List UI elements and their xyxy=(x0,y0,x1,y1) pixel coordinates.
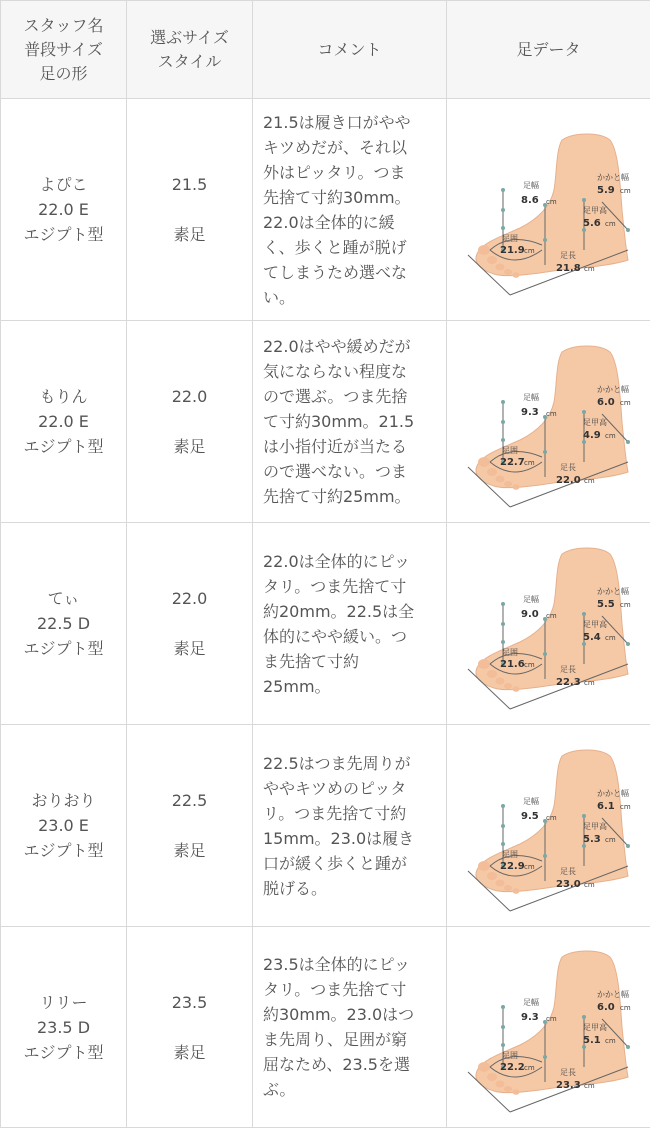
toe-icon xyxy=(487,872,497,880)
header-foot-data: 足データ xyxy=(447,1,650,99)
length-unit: cm xyxy=(584,881,595,889)
toe-icon xyxy=(487,468,497,476)
foot-diagram xyxy=(450,927,648,1127)
girth-value: 21.6 xyxy=(500,659,525,670)
foot-width-label: 足幅 xyxy=(523,796,539,806)
length-value: 21.8 xyxy=(556,263,581,274)
style: 素足 xyxy=(127,636,252,661)
foot-width-value: 9.3 xyxy=(521,1012,539,1023)
size-cell xyxy=(127,927,253,1128)
comment-cell xyxy=(253,99,447,321)
comment-cell xyxy=(253,321,447,523)
length-unit: cm xyxy=(584,265,595,273)
length-value: 23.3 xyxy=(556,1080,581,1091)
girth-value: 22.9 xyxy=(500,861,525,872)
style: 素足 xyxy=(127,434,252,459)
comment-text: 22.5はつま先周りが ややキツめのピッタ リ。つま先捨て寸約 15mm。23.0は履き 口が緩く歩くと踵が 脱げる。 xyxy=(263,751,432,901)
foot-width-unit: cm xyxy=(546,1015,557,1023)
toe-icon xyxy=(495,677,504,684)
foot-width-label: 足幅 xyxy=(523,392,539,402)
toe-icon xyxy=(504,683,512,689)
header-comment: コメント xyxy=(253,1,447,99)
heel-width-value: 5.5 xyxy=(597,599,615,610)
foot-width-unit: cm xyxy=(546,410,557,418)
foot-diagram xyxy=(450,110,648,310)
comment-text: 22.0は全体的にピッ タリ。つま先捨て寸 約20mm。22.5は全 体的にやや緩い。つ ま先捨て寸約 25mm。 xyxy=(263,549,432,699)
girth-value: 21.9 xyxy=(500,245,525,256)
staff-cell xyxy=(1,99,127,321)
toe-icon xyxy=(512,1089,519,1095)
foot-width-label: 足幅 xyxy=(523,180,539,190)
heel-width-label: かかと幅 xyxy=(597,586,629,596)
instep-unit: cm xyxy=(605,634,616,642)
usual-size: 23.0 E xyxy=(1,813,126,838)
foot-width-value: 9.3 xyxy=(521,407,539,418)
chosen-size: 22.5 xyxy=(127,788,252,813)
toe-icon xyxy=(512,686,519,692)
foot-width-label: 足幅 xyxy=(523,594,539,604)
girth-label: 足囲 xyxy=(502,234,518,243)
toe-icon xyxy=(512,888,519,894)
instep-value: 4.9 xyxy=(583,430,601,441)
toe-icon xyxy=(487,256,497,264)
size-cell xyxy=(127,523,253,725)
heel-width-unit: cm xyxy=(620,601,631,609)
table-row xyxy=(1,927,650,1128)
staff-cell xyxy=(1,321,127,523)
chosen-size: 22.0 xyxy=(127,586,252,611)
length-label: 足長 xyxy=(560,251,576,260)
toe-icon xyxy=(478,245,490,255)
instep-label: 足甲高 xyxy=(583,619,607,629)
foot-data-cell xyxy=(447,725,650,927)
girth-label: 足囲 xyxy=(502,850,518,859)
toe-icon xyxy=(487,1073,497,1081)
usual-size: 23.5 D xyxy=(1,1015,126,1040)
foot-width-value: 8.6 xyxy=(521,195,539,206)
toe-icon xyxy=(504,269,512,275)
foot-width-value: 9.0 xyxy=(521,609,539,620)
style: 素足 xyxy=(127,222,252,247)
style: 素足 xyxy=(127,838,252,863)
instep-value: 5.3 xyxy=(583,834,601,845)
length-unit: cm xyxy=(584,1082,595,1090)
staff-cell xyxy=(1,927,127,1128)
foot-width-unit: cm xyxy=(546,814,557,822)
usual-size: 22.5 D xyxy=(1,611,126,636)
table-row xyxy=(1,99,650,321)
foot-diagram xyxy=(450,524,648,724)
heel-width-label: かかと幅 xyxy=(597,788,629,798)
staff-name: もりん xyxy=(1,384,126,409)
staff-name: よぴこ xyxy=(1,172,126,197)
instep-unit: cm xyxy=(605,432,616,440)
staff-name: おりおり xyxy=(1,788,126,813)
toe-icon xyxy=(504,481,512,487)
heel-width-label: かかと幅 xyxy=(597,172,629,182)
instep-label: 足甲高 xyxy=(583,205,607,215)
foot-shape: エジプト型 xyxy=(1,434,126,459)
instep-unit: cm xyxy=(605,836,616,844)
heel-width-unit: cm xyxy=(620,399,631,407)
girth-unit: cm xyxy=(524,661,535,669)
heel-width-value: 6.0 xyxy=(597,1002,615,1013)
girth-value: 22.2 xyxy=(500,1062,525,1073)
table-row xyxy=(1,725,650,927)
toe-icon xyxy=(478,861,490,871)
header-staff: スタッフ名 普段サイズ 足の形 xyxy=(1,1,127,99)
foot-diagram xyxy=(450,322,648,522)
foot-data-cell xyxy=(447,927,650,1128)
toe-icon xyxy=(478,659,490,669)
foot-shape: エジプト型 xyxy=(1,838,126,863)
foot-data-cell xyxy=(447,321,650,523)
instep-label: 足甲高 xyxy=(583,417,607,427)
staff-name: てぃ xyxy=(1,586,126,611)
toe-icon xyxy=(512,484,519,490)
table-row xyxy=(1,321,650,523)
length-unit: cm xyxy=(584,679,595,687)
chosen-size: 22.0 xyxy=(127,384,252,409)
girth-label: 足囲 xyxy=(502,446,518,455)
size-cell xyxy=(127,321,253,523)
foot-width-value: 9.5 xyxy=(521,811,539,822)
foot-width-unit: cm xyxy=(546,612,557,620)
foot-data-cell xyxy=(447,99,650,321)
length-value: 22.0 xyxy=(556,475,581,486)
toe-icon xyxy=(478,457,490,467)
toe-icon xyxy=(478,1062,490,1072)
heel-width-unit: cm xyxy=(620,803,631,811)
size-cell xyxy=(127,725,253,927)
comment-text: 21.5は履き口がやや キツめだが、それ以 外はピッタリ。つま 先捨て寸約30mm。 22.0は全体的に緩 く、歩くと踵が脱げ てしまうため選べな い。 xyxy=(263,110,432,310)
heel-width-value: 6.0 xyxy=(597,397,615,408)
length-label: 足長 xyxy=(560,1068,576,1077)
toe-icon xyxy=(504,1086,512,1092)
heel-width-value: 6.1 xyxy=(597,801,615,812)
foot-shape: エジプト型 xyxy=(1,636,126,661)
instep-unit: cm xyxy=(605,1037,616,1045)
comment-text: 22.0はやや緩めだが 気にならない程度な ので選ぶ。つま先捨 て寸約30mm。21.5 は小指付近が当たる ので選べない。つま 先捨て寸約25mm。 xyxy=(263,334,432,509)
length-label: 足長 xyxy=(560,867,576,876)
instep-value: 5.1 xyxy=(583,1035,601,1046)
foot-data-cell xyxy=(447,523,650,725)
girth-value: 22.7 xyxy=(500,457,525,468)
toe-icon xyxy=(504,885,512,891)
style: 素足 xyxy=(127,1040,252,1065)
girth-unit: cm xyxy=(524,1064,535,1072)
girth-label: 足囲 xyxy=(502,1051,518,1060)
usual-size: 22.0 E xyxy=(1,409,126,434)
foot-diagram xyxy=(450,726,648,926)
comment-cell xyxy=(253,523,447,725)
header-row xyxy=(1,1,650,99)
table-row xyxy=(1,523,650,725)
length-label: 足長 xyxy=(560,463,576,472)
heel-width-value: 5.9 xyxy=(597,185,615,196)
toe-icon xyxy=(487,670,497,678)
staff-name: リリー xyxy=(1,990,126,1015)
header-size: 選ぶサイズ スタイル xyxy=(127,1,253,99)
chosen-size: 21.5 xyxy=(127,172,252,197)
length-unit: cm xyxy=(584,477,595,485)
girth-label: 足囲 xyxy=(502,648,518,657)
girth-unit: cm xyxy=(524,863,535,871)
heel-width-unit: cm xyxy=(620,187,631,195)
toe-icon xyxy=(495,1081,504,1088)
toe-icon xyxy=(512,272,519,278)
comment-cell xyxy=(253,927,447,1128)
foot-shape: エジプト型 xyxy=(1,1040,126,1065)
size-cell xyxy=(127,99,253,321)
girth-unit: cm xyxy=(524,247,535,255)
instep-label: 足甲高 xyxy=(583,1022,607,1032)
instep-label: 足甲高 xyxy=(583,821,607,831)
toe-icon xyxy=(495,263,504,270)
girth-unit: cm xyxy=(524,459,535,467)
heel-width-label: かかと幅 xyxy=(597,989,629,999)
length-value: 22.3 xyxy=(556,677,581,688)
heel-width-unit: cm xyxy=(620,1004,631,1012)
usual-size: 22.0 E xyxy=(1,197,126,222)
foot-width-label: 足幅 xyxy=(523,997,539,1007)
length-value: 23.0 xyxy=(556,879,581,890)
heel-width-label: かかと幅 xyxy=(597,384,629,394)
toe-icon xyxy=(495,879,504,886)
length-label: 足長 xyxy=(560,665,576,674)
foot-shape: エジプト型 xyxy=(1,222,126,247)
instep-value: 5.4 xyxy=(583,632,601,643)
foot-width-unit: cm xyxy=(546,198,557,206)
toe-icon xyxy=(495,475,504,482)
instep-value: 5.6 xyxy=(583,218,601,229)
staff-cell xyxy=(1,523,127,725)
comment-cell xyxy=(253,725,447,927)
instep-unit: cm xyxy=(605,220,616,228)
chosen-size: 23.5 xyxy=(127,990,252,1015)
comment-text: 23.5は全体的にピッ タリ。つま先捨て寸 約30mm。23.0はつ ま先周り、足囲が窮 屈なため、23.5を選 ぶ。 xyxy=(263,952,432,1102)
staff-cell xyxy=(1,725,127,927)
